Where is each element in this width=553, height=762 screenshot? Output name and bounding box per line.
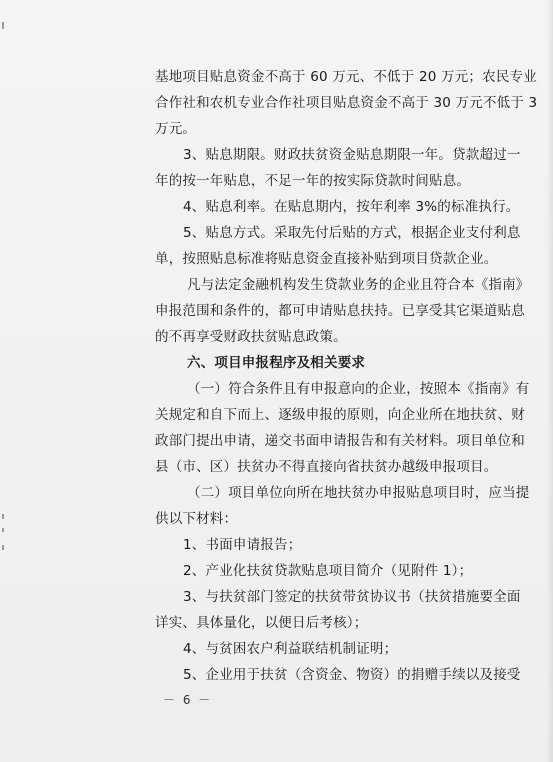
body-line: 政部门提出申请，递交书面申请报告和有关材料。项目单位和	[155, 433, 525, 449]
body-line: 基地项目贴息资金不高于 60 万元、不低于 20 万元；农民专业	[155, 69, 537, 85]
document-body	[155, 64, 553, 688]
page-number: － 6 －	[163, 693, 213, 707]
body-line: 申报范围和条件的，都可申请贴息扶持。已享受其它渠道贴息	[155, 303, 525, 319]
list-item: 2、产业化扶贫贷款贴息项目简介（见附件 1）；	[183, 563, 473, 579]
body-line: 5、贴息方式。采取先付后贴的方式，根据企业支付利息	[183, 225, 521, 241]
body-line: 关规定和自下而上、逐级申报的原则，向企业所在地扶贫、财	[155, 407, 525, 423]
body-line: 供以下材料：	[155, 511, 238, 527]
list-item: 4、与贫困农户利益联结机制证明；	[183, 641, 398, 657]
scan-edge-mark	[2, 22, 4, 29]
body-line: 3、贴息期限。财政扶贫资金贴息期限一年。贷款超过一	[183, 147, 521, 163]
body-line: 详实、具体量化，以便日后考核）；	[155, 615, 368, 631]
scan-edge-mark	[2, 514, 4, 519]
body-line: 凡与法定金融机构发生贷款业务的企业且符合本《指南》	[187, 277, 530, 293]
body-line: 的不再享受财政扶贫贴息政策。	[155, 329, 347, 345]
section-heading: 六、项目申报程序及相关要求	[187, 355, 366, 371]
list-item: 5、企业用于扶贫（含资金、物资）的捐赠手续以及接受	[183, 667, 521, 683]
body-line: 县（市、区）扶贫办不得直接向省扶贫办越级申报项目。	[155, 459, 498, 475]
list-item: 1、书面申请报告；	[183, 537, 302, 553]
body-line: 4、贴息利率。在贴息期内，按年利率 3%的标准执行。	[183, 199, 520, 215]
body-line: 合作社和农机专业合作社项目贴息资金不高于 30 万元不低于 3	[155, 95, 538, 111]
body-line: （一）符合条件且有申报意向的企业，按照本《指南》有	[187, 381, 530, 397]
body-line: 单，按照贴息标准将贴息资金直接补贴到项目贷款企业。	[155, 251, 498, 267]
scan-edge-mark	[2, 528, 4, 532]
body-line: （二）项目单位向所在地扶贫办申报贴息项目时，应当提	[187, 485, 530, 501]
body-line: 年的按一年贴息，不足一年的按实际贷款时间贴息。	[155, 173, 471, 189]
scan-edge-mark	[2, 545, 4, 550]
list-item: 3、与扶贫部门签定的扶贫带贫协议书（扶贫措施要全面	[183, 589, 521, 605]
body-line: 万元。	[155, 121, 197, 137]
